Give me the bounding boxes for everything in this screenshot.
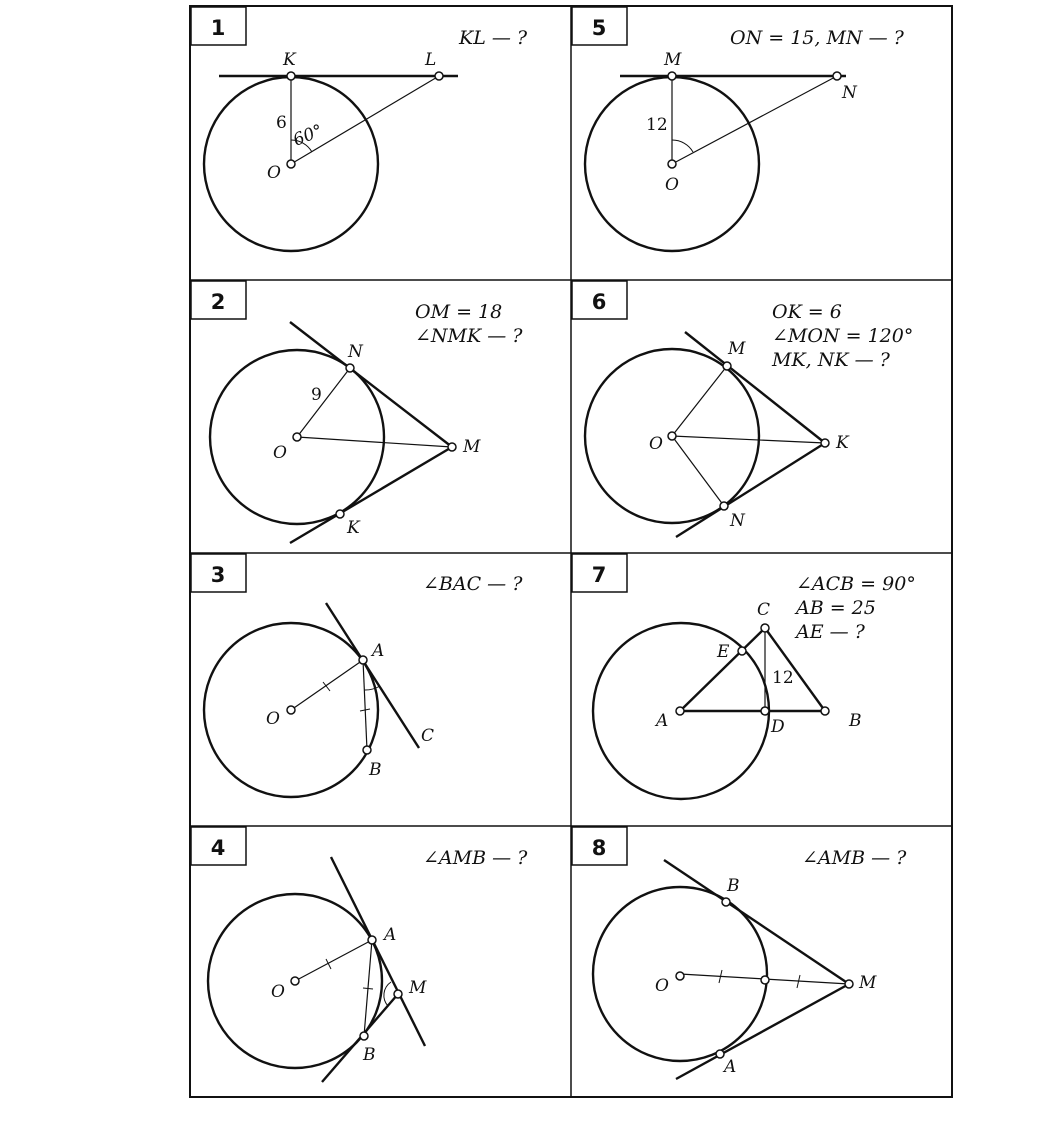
point-label-o: O	[649, 434, 663, 454]
problem-number: 4	[210, 836, 226, 860]
point	[394, 990, 402, 998]
problem-number: 8	[591, 836, 607, 860]
triangle-side-ac	[680, 628, 765, 711]
point-label-m: M	[664, 50, 682, 70]
point	[363, 746, 371, 754]
angle-arc	[364, 686, 380, 690]
point	[676, 707, 684, 715]
problem-condition: OK = 6	[772, 301, 842, 323]
point	[668, 72, 676, 80]
point-label-c: C	[421, 726, 435, 746]
chord-ab	[363, 660, 367, 750]
problem-number: 1	[210, 16, 226, 40]
point	[716, 1050, 724, 1058]
problem-1-figure	[204, 72, 458, 251]
point-label-a: A	[372, 641, 385, 661]
problem-condition: ∠NMK — ?	[415, 325, 523, 347]
point-label-n: N	[842, 83, 857, 103]
problem-number: 2	[210, 290, 226, 314]
point-label-d: D	[771, 717, 785, 737]
problem-condition: MK, NK — ?	[772, 349, 890, 371]
point-label-m: M	[409, 978, 427, 998]
segment-ok	[672, 436, 825, 443]
point	[291, 977, 299, 985]
problem-number: 3	[210, 563, 226, 587]
point-label-k: K	[283, 50, 296, 70]
problem-condition: ∠BAC — ?	[423, 573, 523, 595]
point	[668, 432, 676, 440]
point	[448, 443, 456, 451]
point-label-b: B	[369, 760, 382, 780]
point-label-a: A	[384, 925, 397, 945]
point	[821, 439, 829, 447]
point-label-o: O	[665, 175, 679, 195]
point	[287, 160, 295, 168]
problem-8-figure	[593, 860, 853, 1079]
point	[833, 72, 841, 80]
radius-oa	[295, 940, 372, 981]
number-boxes	[191, 7, 627, 865]
point-label-o: O	[655, 976, 669, 996]
point-label-b: B	[363, 1045, 376, 1065]
point-label-b: B	[849, 711, 862, 731]
point-label-a: A	[656, 711, 669, 731]
problem-condition: AB = 25	[796, 597, 876, 619]
angle-arc	[672, 140, 693, 152]
problem-number: 7	[591, 563, 607, 587]
angle-label: 60°	[290, 120, 326, 151]
side-label: 6	[276, 113, 287, 133]
problem-4-figure	[208, 857, 425, 1082]
point-label-k: K	[836, 433, 849, 453]
problem-2-figure	[210, 322, 456, 543]
tangent-line	[290, 447, 452, 543]
problem-condition: ∠ACB = 90°	[796, 573, 916, 595]
segment-om	[297, 437, 452, 447]
point-label-m: M	[859, 973, 877, 993]
side-label: 12	[646, 115, 668, 135]
problem-condition: ∠AMB — ?	[423, 847, 528, 869]
point-label-e: E	[717, 642, 730, 662]
point	[845, 980, 853, 988]
point-label-m: M	[463, 437, 481, 457]
height-label: 12	[772, 668, 794, 688]
point	[346, 364, 354, 372]
problem-3-figure	[204, 603, 419, 797]
segment-ol	[291, 76, 439, 164]
tangent-line	[664, 860, 849, 984]
radius-on	[297, 368, 350, 437]
point-label-b: B	[727, 876, 740, 896]
tangent-line	[676, 443, 825, 537]
point	[287, 706, 295, 714]
point	[720, 502, 728, 510]
tick-mark	[363, 988, 373, 989]
problem-5-figure	[585, 72, 846, 251]
point-label-k: K	[347, 518, 360, 538]
radius-om	[672, 366, 727, 436]
point	[287, 72, 295, 80]
point	[723, 362, 731, 370]
point-label-m: M	[728, 339, 746, 359]
problem-condition: ON = 15, MN — ?	[730, 27, 904, 49]
point-label-o: O	[267, 163, 281, 183]
point	[722, 898, 730, 906]
point	[821, 707, 829, 715]
radius-on	[672, 436, 724, 506]
point-label-n: N	[348, 342, 363, 362]
point-label-c: C	[757, 600, 771, 620]
point-label-n: N	[730, 511, 745, 531]
point	[761, 707, 769, 715]
problem-condition: ∠MON = 120°	[772, 325, 914, 347]
problem-condition: KL — ?	[459, 27, 528, 49]
segment-on	[672, 76, 837, 164]
radius-oa	[291, 660, 363, 710]
point	[293, 433, 301, 441]
point	[761, 624, 769, 632]
radius-label: 9	[311, 385, 322, 405]
point-label-l: L	[425, 50, 437, 70]
problem-number: 5	[591, 16, 607, 40]
point	[368, 936, 376, 944]
point	[336, 510, 344, 518]
point-label-o: O	[266, 709, 280, 729]
grid	[190, 6, 952, 1097]
point	[359, 656, 367, 664]
problem-number: 6	[591, 290, 607, 314]
problem-7-figure	[593, 623, 829, 799]
point-label-o: O	[273, 443, 287, 463]
point	[676, 972, 684, 980]
point	[360, 1032, 368, 1040]
problem-condition: ∠AMB — ?	[802, 847, 907, 869]
point	[435, 72, 443, 80]
problem-condition: OM = 18	[415, 301, 503, 323]
point	[738, 647, 746, 655]
point-label-o: O	[271, 982, 285, 1002]
problem-condition: AE — ?	[796, 621, 865, 643]
point	[668, 160, 676, 168]
point	[761, 976, 769, 984]
point-label-a: A	[724, 1057, 737, 1077]
